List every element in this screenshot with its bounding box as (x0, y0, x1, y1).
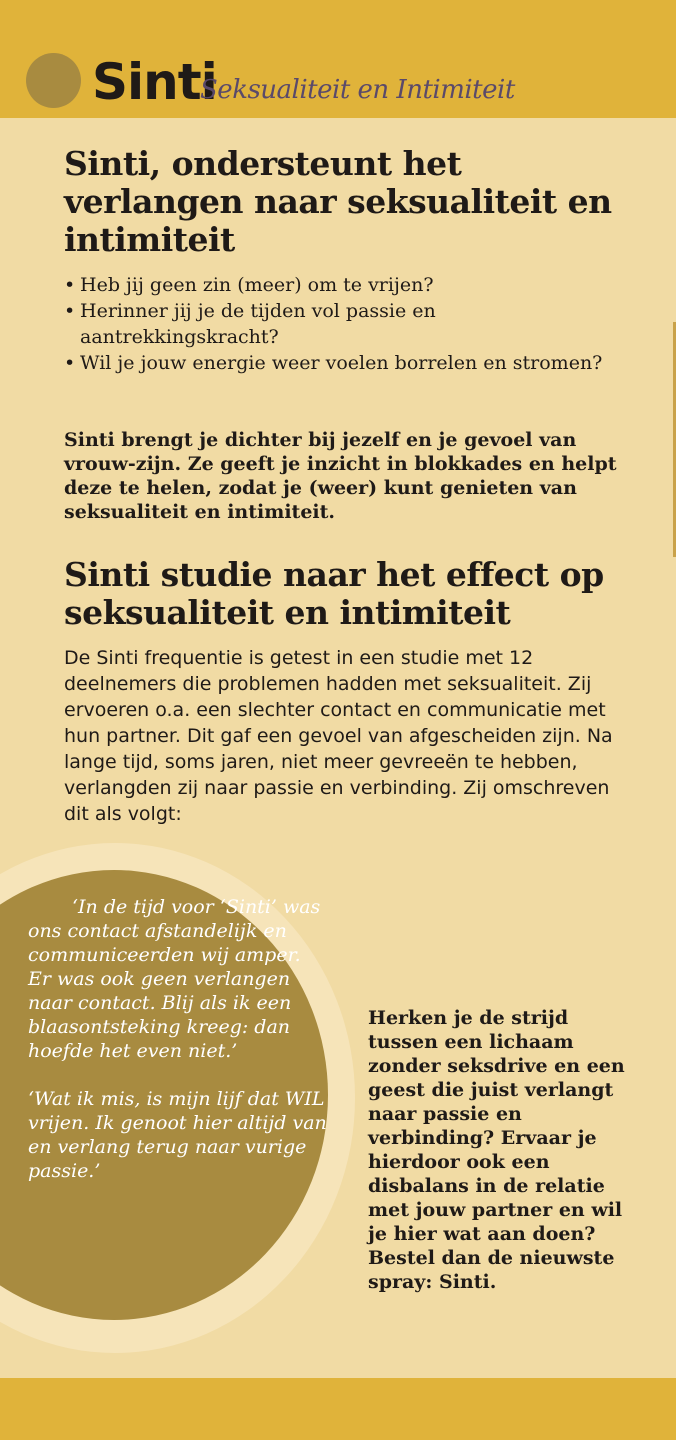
footer-bar (0, 1378, 676, 1440)
header-bar (0, 0, 676, 118)
brand-name: Sinti (92, 53, 217, 111)
testimonial-quote-2: ‘Wat ik mis, is mijn lijf dat WIL vrijen. Ik genoot hier altijd van en verlang terug naar vurige passie.’ (28, 1088, 327, 1182)
section1-heading: Sinti, ondersteunt het verlangen naar seksualiteit en intimiteit (64, 144, 612, 259)
testimonial-quotes (28, 895, 328, 1183)
logo-circle-icon (26, 53, 81, 108)
intro-paragraph: Sinti brengt je dichter bij jezelf en je gevoel van vrouw-zijn. Ze geeft je inzicht in blokkades en helpt deze te helen, zodat je (weer) kunt genieten van seksualiteit en intimiteit. (64, 429, 617, 523)
list-item: • Heb jij geen zin (meer) om te vrijen? (64, 272, 624, 298)
testimonial-quote-1: ‘In de tijd voor ‘Sinti’ was ons contact afstandelijk en communiceerden wij amper. Er was ook geen verlangen naar contact. Blij als ik een blaasontsteking kreeg: dan hoefde het even niet.’ (28, 896, 321, 1062)
list-item: • Wil je jouw energie weer voelen borrelen en stromen? (64, 350, 624, 376)
section2-heading: Sinti studie naar het effect op seksualiteit en intimiteit (64, 555, 604, 632)
study-paragraph: De Sinti frequentie is getest in een studie met 12 deelnemers die problemen hadden met seksualiteit. Zij ervoeren o.a. een slechter contact en communicatie met hun partner. Dit gaf een gevoel van afgescheiden zijn. Na lange tijd, soms jaren, niet meer gevreeën te hebben, verlangden zij naar passie en verbinding. Zij omschreven dit als volgt: (64, 647, 613, 825)
question-list (64, 272, 624, 376)
list-item: • Herinner jij je de tijden vol passie en aantrekkingskracht? (64, 298, 624, 350)
call-to-action: Herken je de strijd tussen een lichaam zonder seksdrive en een geest die juist verlangt naar passie en verbinding? Ervaar je hierdoor ook een disbalans in de relatie met jouw partner en wil je hier wat aan doen? Bestel dan de nieuwste spray: Sinti. (368, 1007, 625, 1293)
header-subtitle: Seksualiteit en Intimiteit (200, 75, 515, 105)
